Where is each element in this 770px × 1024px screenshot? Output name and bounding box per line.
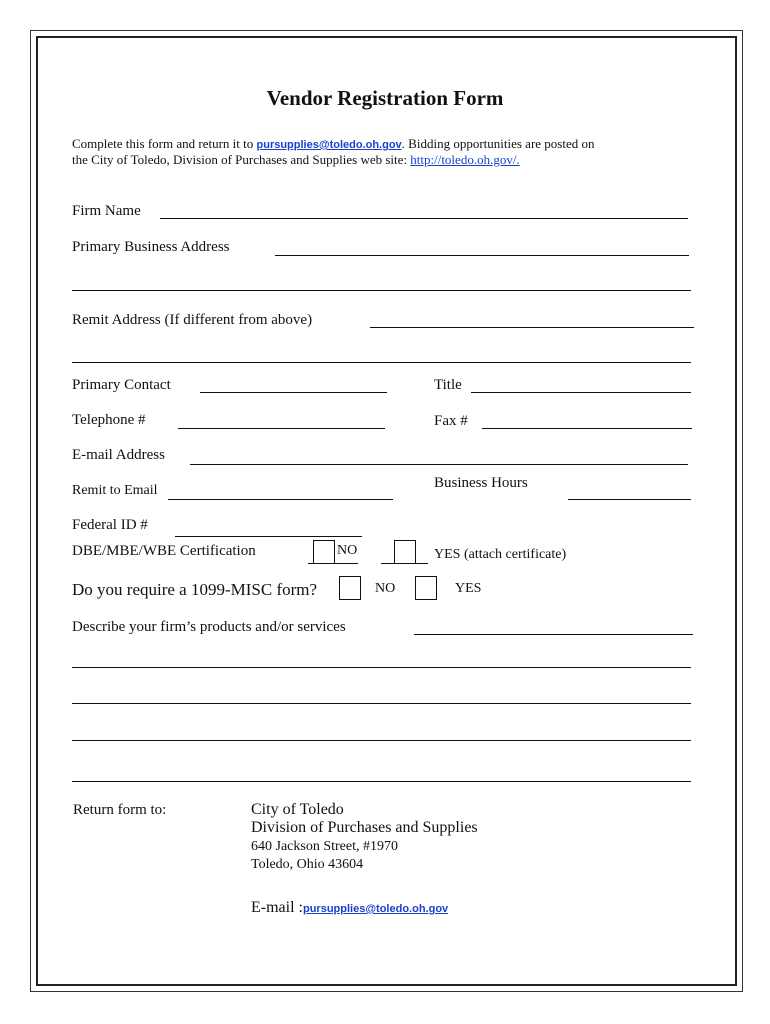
- primary-contact-label: Primary Contact: [72, 377, 171, 393]
- intro-text-3: the City of Toledo, Division of Purchases and Supplies web site:: [72, 152, 411, 167]
- federal-id-field[interactable]: [175, 536, 362, 537]
- cert-no-label: NO: [337, 543, 358, 558]
- form-title: Vendor Registration Form: [266, 86, 504, 110]
- intro-line-2: [72, 152, 520, 168]
- intro-url-link[interactable]: http://toledo.oh.gov/.: [410, 152, 520, 167]
- email-field[interactable]: [190, 464, 688, 465]
- intro-email-link[interactable]: pursupplies@toledo.oh.gov: [256, 139, 402, 151]
- misc-question-label: Do you require a 1099-MISC form?: [72, 580, 318, 599]
- federal-id-label: Federal ID #: [72, 517, 148, 533]
- cert-no-checkbox[interactable]: [313, 540, 335, 564]
- describe-field-2[interactable]: [72, 667, 691, 668]
- return-email-line: [251, 899, 448, 917]
- telephone-field[interactable]: [178, 428, 385, 429]
- misc-no-label: NO: [375, 581, 396, 596]
- cert-yes-label: YES (attach certificate): [434, 547, 567, 562]
- primary-address-field-2[interactable]: [72, 290, 691, 291]
- remit-email-label: Remit to Email: [72, 483, 158, 498]
- primary-contact-field[interactable]: [200, 392, 387, 393]
- telephone-label: Telephone #: [72, 412, 146, 428]
- fax-field[interactable]: [482, 428, 692, 429]
- remit-email-field[interactable]: [168, 499, 393, 500]
- remit-address-field[interactable]: [370, 327, 694, 328]
- business-hours-label: Business Hours: [434, 475, 528, 491]
- return-line-1: City of Toledo: [251, 801, 344, 818]
- firm-name-field[interactable]: [160, 218, 688, 219]
- intro-line-1: [72, 136, 594, 152]
- return-line-4: Toledo, Ohio 43604: [251, 857, 364, 872]
- intro-text-1: Complete this form and return it to: [72, 136, 257, 151]
- misc-yes-label: YES: [455, 581, 482, 596]
- primary-address-label: Primary Business Address: [72, 239, 230, 255]
- certification-label: DBE/MBE/WBE Certification: [72, 543, 256, 559]
- firm-name-label: Firm Name: [72, 203, 141, 219]
- describe-field-3[interactable]: [72, 703, 691, 704]
- return-email-label: E-mail :: [251, 899, 303, 916]
- return-email-link[interactable]: pursupplies@toledo.oh.gov: [302, 903, 449, 915]
- cert-no-underline: [308, 563, 358, 564]
- email-label: E-mail Address: [72, 447, 165, 463]
- describe-label: Describe your firm’s products and/or services: [72, 619, 346, 635]
- describe-field-4[interactable]: [72, 740, 691, 741]
- remit-address-label: Remit Address (If different from above): [72, 312, 313, 328]
- misc-no-checkbox[interactable]: [339, 576, 361, 600]
- return-label: Return form to:: [73, 802, 167, 818]
- remit-address-field-2[interactable]: [72, 362, 691, 363]
- return-line-2: Division of Purchases and Supplies: [251, 819, 478, 836]
- business-hours-field[interactable]: [568, 499, 691, 500]
- primary-address-field[interactable]: [275, 255, 689, 256]
- return-line-3: 640 Jackson Street, #1970: [251, 839, 398, 854]
- describe-field-5[interactable]: [72, 781, 691, 782]
- title-label: Title: [434, 377, 462, 393]
- describe-field[interactable]: [414, 634, 693, 635]
- cert-yes-checkbox[interactable]: [394, 540, 416, 564]
- title-field[interactable]: [471, 392, 691, 393]
- misc-yes-checkbox[interactable]: [415, 576, 437, 600]
- fax-label: Fax #: [434, 413, 468, 429]
- cert-yes-underline: [381, 563, 428, 564]
- intro-text-2: . Bidding opportunities are posted on: [401, 136, 595, 151]
